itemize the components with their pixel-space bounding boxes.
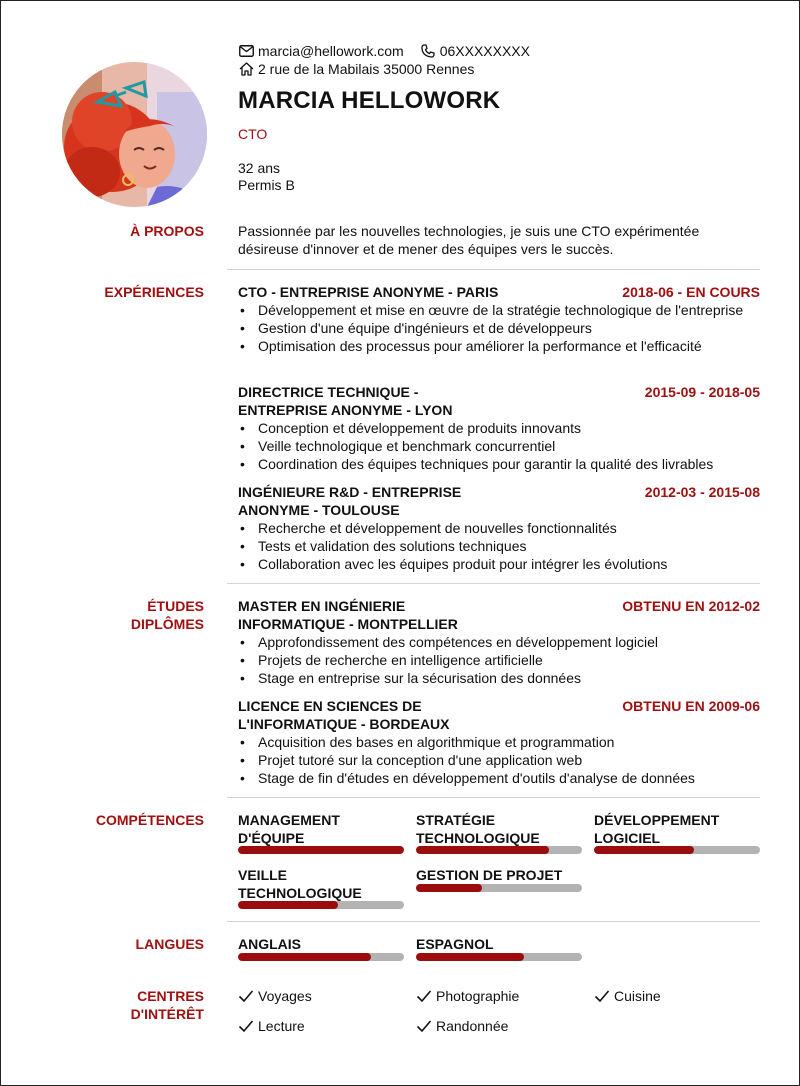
check-icon: [416, 1017, 434, 1035]
bullet-item: • Optimisation des processus pour améliorer la performance et l'efficacité: [238, 337, 760, 355]
address-text: 2 rue de la Mabilais 35000 Rennes: [258, 61, 475, 77]
education-title: LICENCE EN SCIENCES DE: [238, 698, 422, 714]
divider: [227, 269, 760, 270]
phone-text[interactable]: 06XXXXXXXX: [439, 43, 530, 59]
contact-block: [238, 42, 530, 78]
skill-name-line-2: TECHNOLOGIQUE: [238, 885, 362, 901]
experience-bullets: [238, 419, 760, 473]
skill-level-fill: [238, 846, 404, 854]
bullet-item: • Tests et validation des solutions techniques: [238, 537, 760, 555]
skill-item: [594, 811, 760, 847]
education-label-line-1: ÉTUDES: [147, 598, 204, 614]
interest-label: Photographie: [436, 988, 520, 1004]
check-icon: [238, 1017, 256, 1035]
experience-entry: [238, 283, 760, 355]
profile-photo: [62, 62, 207, 207]
education-entry: [238, 597, 760, 687]
experience-title: CTO - ENTREPRISE ANONYME - PARIS: [238, 284, 499, 300]
interest-label: Cuisine: [614, 988, 661, 1004]
skill-item: [238, 811, 404, 847]
job-title: CTO: [238, 126, 268, 142]
interests-section-label: [131, 987, 204, 1023]
interest-label: Lecture: [258, 1018, 305, 1034]
avatar-illustration: [62, 62, 207, 207]
education-entry: [238, 697, 760, 787]
bullet-item: • Gestion d'une équipe d'ingénieurs et de développeurs: [238, 319, 760, 337]
skill-name-line-2: D'ÉQUIPE: [238, 830, 305, 846]
language-name: ANGLAIS: [238, 936, 301, 952]
skill-level-bar: [238, 901, 404, 909]
experience-entry: [238, 383, 760, 473]
skill-name: DÉVELOPPEMENT: [594, 812, 720, 828]
skill-level-bar: [416, 884, 582, 892]
check-icon: [416, 987, 434, 1005]
skill-item: [238, 866, 404, 902]
interests-label-line-1: CENTRES: [137, 988, 204, 1004]
about-text: [238, 222, 758, 258]
education-date: OBTENU EN 2009-06: [622, 698, 760, 714]
experience-title: DIRECTRICE TECHNIQUE -: [238, 384, 419, 400]
interest-item: [416, 1017, 508, 1035]
language-item: [416, 935, 582, 953]
contact-row-2: [238, 60, 530, 78]
education-label-line-2: DIPLÔMES: [130, 616, 204, 632]
about-section-label: À PROPOS: [130, 223, 204, 239]
experience-date: 2012-03 - 2015-08: [644, 484, 760, 500]
interest-item: [238, 987, 312, 1005]
experience-title: INGÉNIEURE R&D - ENTREPRISE: [238, 484, 462, 500]
language-level-bar: [238, 953, 404, 961]
education-title: MASTER EN INGÉNIERIE: [238, 598, 406, 614]
divider: [227, 583, 760, 584]
skill-name-line-2: TECHNOLOGIQUE: [416, 830, 540, 846]
mail-icon: [238, 43, 254, 59]
home-icon: [238, 61, 254, 77]
language-item: [238, 935, 404, 953]
bullet-item: • Stage en entreprise sur la sécurisation des données: [238, 669, 760, 687]
education-bullets: [238, 633, 760, 687]
language-level-fill: [416, 953, 524, 961]
skill-level-fill: [416, 846, 549, 854]
language-level-fill: [238, 953, 371, 961]
divider: [227, 797, 760, 798]
experience-date: 2015-09 - 2018-05: [644, 384, 760, 400]
interests-label-line-2: D'INTÉRÊT: [130, 1006, 204, 1022]
check-icon: [238, 987, 256, 1005]
education-title-line-2: INFORMATIQUE - MONTPELLIER: [238, 616, 458, 632]
experience-title-line-2: ANONYME - TOULOUSE: [238, 502, 400, 518]
age-text: 32 ans: [238, 160, 281, 176]
phone-icon: [420, 43, 436, 59]
skill-level-fill: [238, 901, 338, 909]
bullet-item: • Coordination des équipes techniques pour garantir la qualité des livrables: [238, 455, 760, 473]
skill-level-bar: [238, 846, 404, 854]
skill-name: GESTION DE PROJET: [416, 867, 563, 883]
skill-item: [416, 866, 582, 884]
check-icon: [594, 987, 612, 1005]
bullet-item: • Veille technologique et benchmark concurrentiel: [238, 437, 760, 455]
skill-name: VEILLE: [238, 867, 288, 883]
experience-section-label: EXPÉRIENCES: [104, 284, 204, 300]
skill-item: [416, 811, 582, 847]
experience-date: 2018-06 - EN COURS: [622, 284, 760, 300]
personal-info: [238, 160, 295, 194]
interest-label: Voyages: [258, 988, 312, 1004]
experience-title-line-2: ENTREPRISE ANONYME - LYON: [238, 402, 453, 418]
bullet-item: • Collaboration avec les équipes produit pour intégrer les évolutions: [238, 555, 760, 573]
email-text[interactable]: marcia@hellowork.com: [258, 43, 404, 59]
bullet-item: • Développement et mise en œuvre de la stratégie technologique de l'entreprise: [238, 301, 760, 319]
experience-bullets: [238, 301, 760, 355]
bullet-item: • Conception et développement de produits innovants: [238, 419, 760, 437]
skill-name-line-2: LOGICIEL: [594, 830, 661, 846]
education-date: OBTENU EN 2012-02: [622, 598, 760, 614]
languages-section-label: LANGUES: [135, 936, 204, 952]
interest-item: [238, 1017, 305, 1035]
bullet-item: • Recherche et développement de nouvelles fonctionnalités: [238, 519, 760, 537]
divider: [227, 921, 760, 922]
skill-level-fill: [416, 884, 482, 892]
bullet-item: • Projet tutoré sur la conception d'une application web: [238, 751, 760, 769]
language-level-bar: [416, 953, 582, 961]
skills-section-label: COMPÉTENCES: [95, 812, 204, 828]
language-name: ESPAGNOL: [416, 936, 494, 952]
contact-row-1: [238, 42, 530, 60]
bullet-item: • Acquisition des bases en algorithmique et programmation: [238, 733, 760, 751]
education-title-line-2: L'INFORMATIQUE - BORDEAUX: [238, 716, 450, 732]
skill-level-bar: [594, 846, 760, 854]
about-line-1: Passionnée par les nouvelles technologies, je suis une CTO expérimentée: [238, 223, 700, 239]
license-text: Permis B: [238, 177, 295, 193]
candidate-name: MARCIA HELLOWORK: [238, 87, 501, 114]
skill-level-fill: [594, 846, 694, 854]
skill-level-bar: [416, 846, 582, 854]
bullet-item: • Approfondissement des compétences en développement logiciel: [238, 633, 760, 651]
experience-entry: [238, 483, 760, 573]
education-bullets: [238, 733, 760, 787]
about-line-2: désireuse d'innover et de mener des équipes vers le succès.: [238, 241, 614, 257]
interest-item: [416, 987, 519, 1005]
bullet-item: • Stage de fin d'études en développement d'outils d'analyse de données: [238, 769, 760, 787]
education-section-label: [131, 597, 204, 633]
skill-name: STRATÉGIE: [416, 812, 496, 828]
skill-name: MANAGEMENT: [238, 812, 340, 828]
experience-bullets: [238, 519, 760, 573]
interest-item: [594, 987, 661, 1005]
interest-label: Randonnée: [436, 1018, 509, 1034]
bullet-item: • Projets de recherche en intelligence artificielle: [238, 651, 760, 669]
